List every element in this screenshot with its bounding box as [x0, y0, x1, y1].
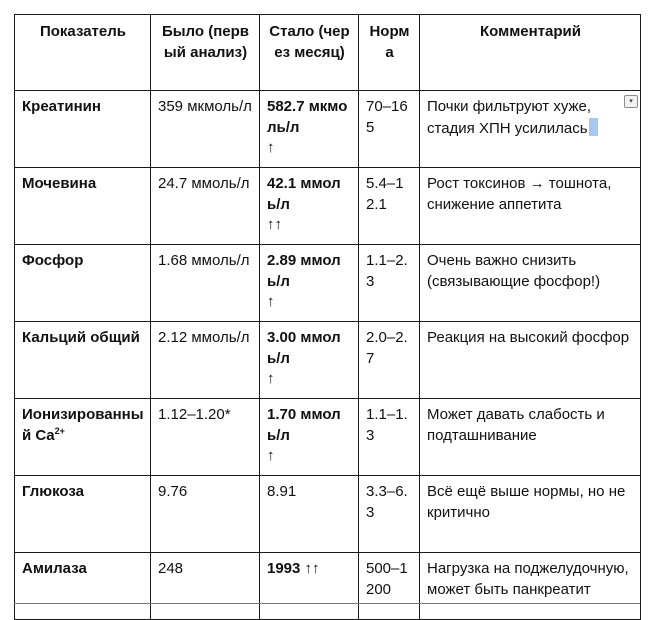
after-cell: [260, 168, 359, 245]
page-bottom-divider: [14, 603, 640, 604]
before-cell: [151, 476, 260, 553]
norm-value: 1.1–2.3: [366, 252, 408, 290]
norm-cell: [359, 399, 420, 476]
table-row: [15, 399, 641, 476]
after-cell: [260, 399, 359, 476]
norm-value: 3.3–6.3: [366, 483, 408, 521]
comment-text: Почки фильтруют хуже, стадия ХПН усилилась: [427, 98, 592, 137]
table-row: [15, 168, 641, 245]
trend-arrows: ↑↑: [304, 560, 320, 577]
comment-cell[interactable]: [420, 245, 641, 322]
indicator-name: Ионизированный Ca: [22, 406, 144, 444]
after-value: 1993: [267, 560, 301, 577]
indicator-cell: [15, 399, 151, 476]
comment-text: Очень важно снизить (связывающие фосфор!): [427, 252, 601, 290]
norm-value: 500–1200: [366, 560, 408, 598]
trend-arrows: ↑: [267, 370, 275, 387]
norm-cell: [359, 91, 420, 168]
after-value: 582.7 мкмоль/л: [267, 98, 348, 136]
comment-cell[interactable]: [420, 476, 641, 553]
after-value: 3.00 ммоль/л: [267, 329, 341, 367]
norm-cell: [359, 476, 420, 553]
header-after: Стало (через месяц): [260, 15, 359, 91]
indicator-superscript: 2+: [54, 425, 65, 436]
before-value: 9.76: [158, 483, 188, 500]
chevron-down-icon[interactable]: ▾: [624, 95, 638, 108]
before-value: 248: [158, 560, 184, 577]
after-value: 2.89 ммоль/л: [267, 252, 341, 290]
after-value: 1.70 ммоль/л: [267, 406, 341, 444]
norm-cell: [359, 168, 420, 245]
table-row: [15, 322, 641, 399]
before-value: 1.68 ммоль/л: [158, 252, 250, 269]
table-row: [15, 91, 641, 168]
indicator-name: Мочевина: [22, 175, 97, 192]
before-cell: [151, 91, 260, 168]
trend-arrows: ↑: [267, 447, 275, 464]
before-cell: [151, 322, 260, 399]
before-value: 1.12–1.20*: [158, 406, 231, 423]
indicator-cell: [15, 91, 151, 168]
table-row: [15, 553, 641, 620]
text-cursor: [589, 118, 598, 136]
before-cell: [151, 168, 260, 245]
norm-cell: [359, 245, 420, 322]
after-cell: [260, 476, 359, 553]
indicator-cell: [15, 322, 151, 399]
after-value: 42.1 ммоль/л: [267, 175, 341, 213]
norm-cell: [359, 553, 420, 620]
comment-cell[interactable]: [420, 168, 641, 245]
header-norm: Норма: [359, 15, 420, 91]
norm-cell: [359, 322, 420, 399]
indicator-cell: [15, 476, 151, 553]
before-cell: [151, 399, 260, 476]
indicator-cell: [15, 168, 151, 245]
after-cell: [260, 245, 359, 322]
before-cell: [151, 245, 260, 322]
table-row: [15, 476, 641, 553]
table-row: [15, 245, 641, 322]
comment-text: Реакция на высокий фосфор: [427, 329, 630, 346]
before-value: 24.7 ммоль/л: [158, 175, 250, 192]
before-value: 2.12 ммоль/л: [158, 329, 250, 346]
after-cell: [260, 322, 359, 399]
trend-arrows: ↑: [267, 293, 275, 310]
trend-arrows: ↑: [267, 139, 275, 156]
comment-cell[interactable]: [420, 322, 641, 399]
indicator-name: Амилаза: [22, 560, 87, 577]
lab-results-table: [14, 14, 641, 620]
header-indicator: Показатель: [15, 15, 151, 91]
norm-value: 70–165: [366, 98, 408, 136]
before-cell: [151, 553, 260, 620]
comment-text: Нагрузка на поджелудочную, может быть панкреатит: [427, 560, 629, 598]
indicator-name: Фосфор: [22, 252, 84, 269]
indicator-name: Креатинин: [22, 98, 101, 115]
comment-cell[interactable]: [420, 399, 641, 476]
after-cell: [260, 91, 359, 168]
header-before: Было (первый анализ): [151, 15, 260, 91]
comment-cell[interactable]: [420, 553, 641, 620]
comment-text: Может давать слабость и подташнивание: [427, 406, 605, 444]
after-cell: [260, 553, 359, 620]
trend-arrows: ↑↑: [267, 216, 282, 233]
indicator-name: Глюкоза: [22, 483, 84, 500]
indicator-cell: [15, 553, 151, 620]
header-row: [15, 15, 641, 91]
comment-cell[interactable]: [420, 91, 641, 168]
header-comment: Комментарий: [420, 15, 641, 91]
norm-value: 2.0–2.7: [366, 329, 408, 367]
comment-text: Всё ещё выше нормы, но не критично: [427, 483, 626, 521]
indicator-name: Кальций общий: [22, 329, 140, 346]
norm-value: 5.4–12.1: [366, 175, 404, 213]
before-value: 359 мкмоль/л: [158, 98, 252, 115]
comment-text: Рост токсинов → тошнота, снижение аппетита: [427, 175, 612, 213]
after-value: 8.91: [267, 483, 297, 500]
indicator-cell: [15, 245, 151, 322]
norm-value: 1.1–1.3: [366, 406, 408, 444]
